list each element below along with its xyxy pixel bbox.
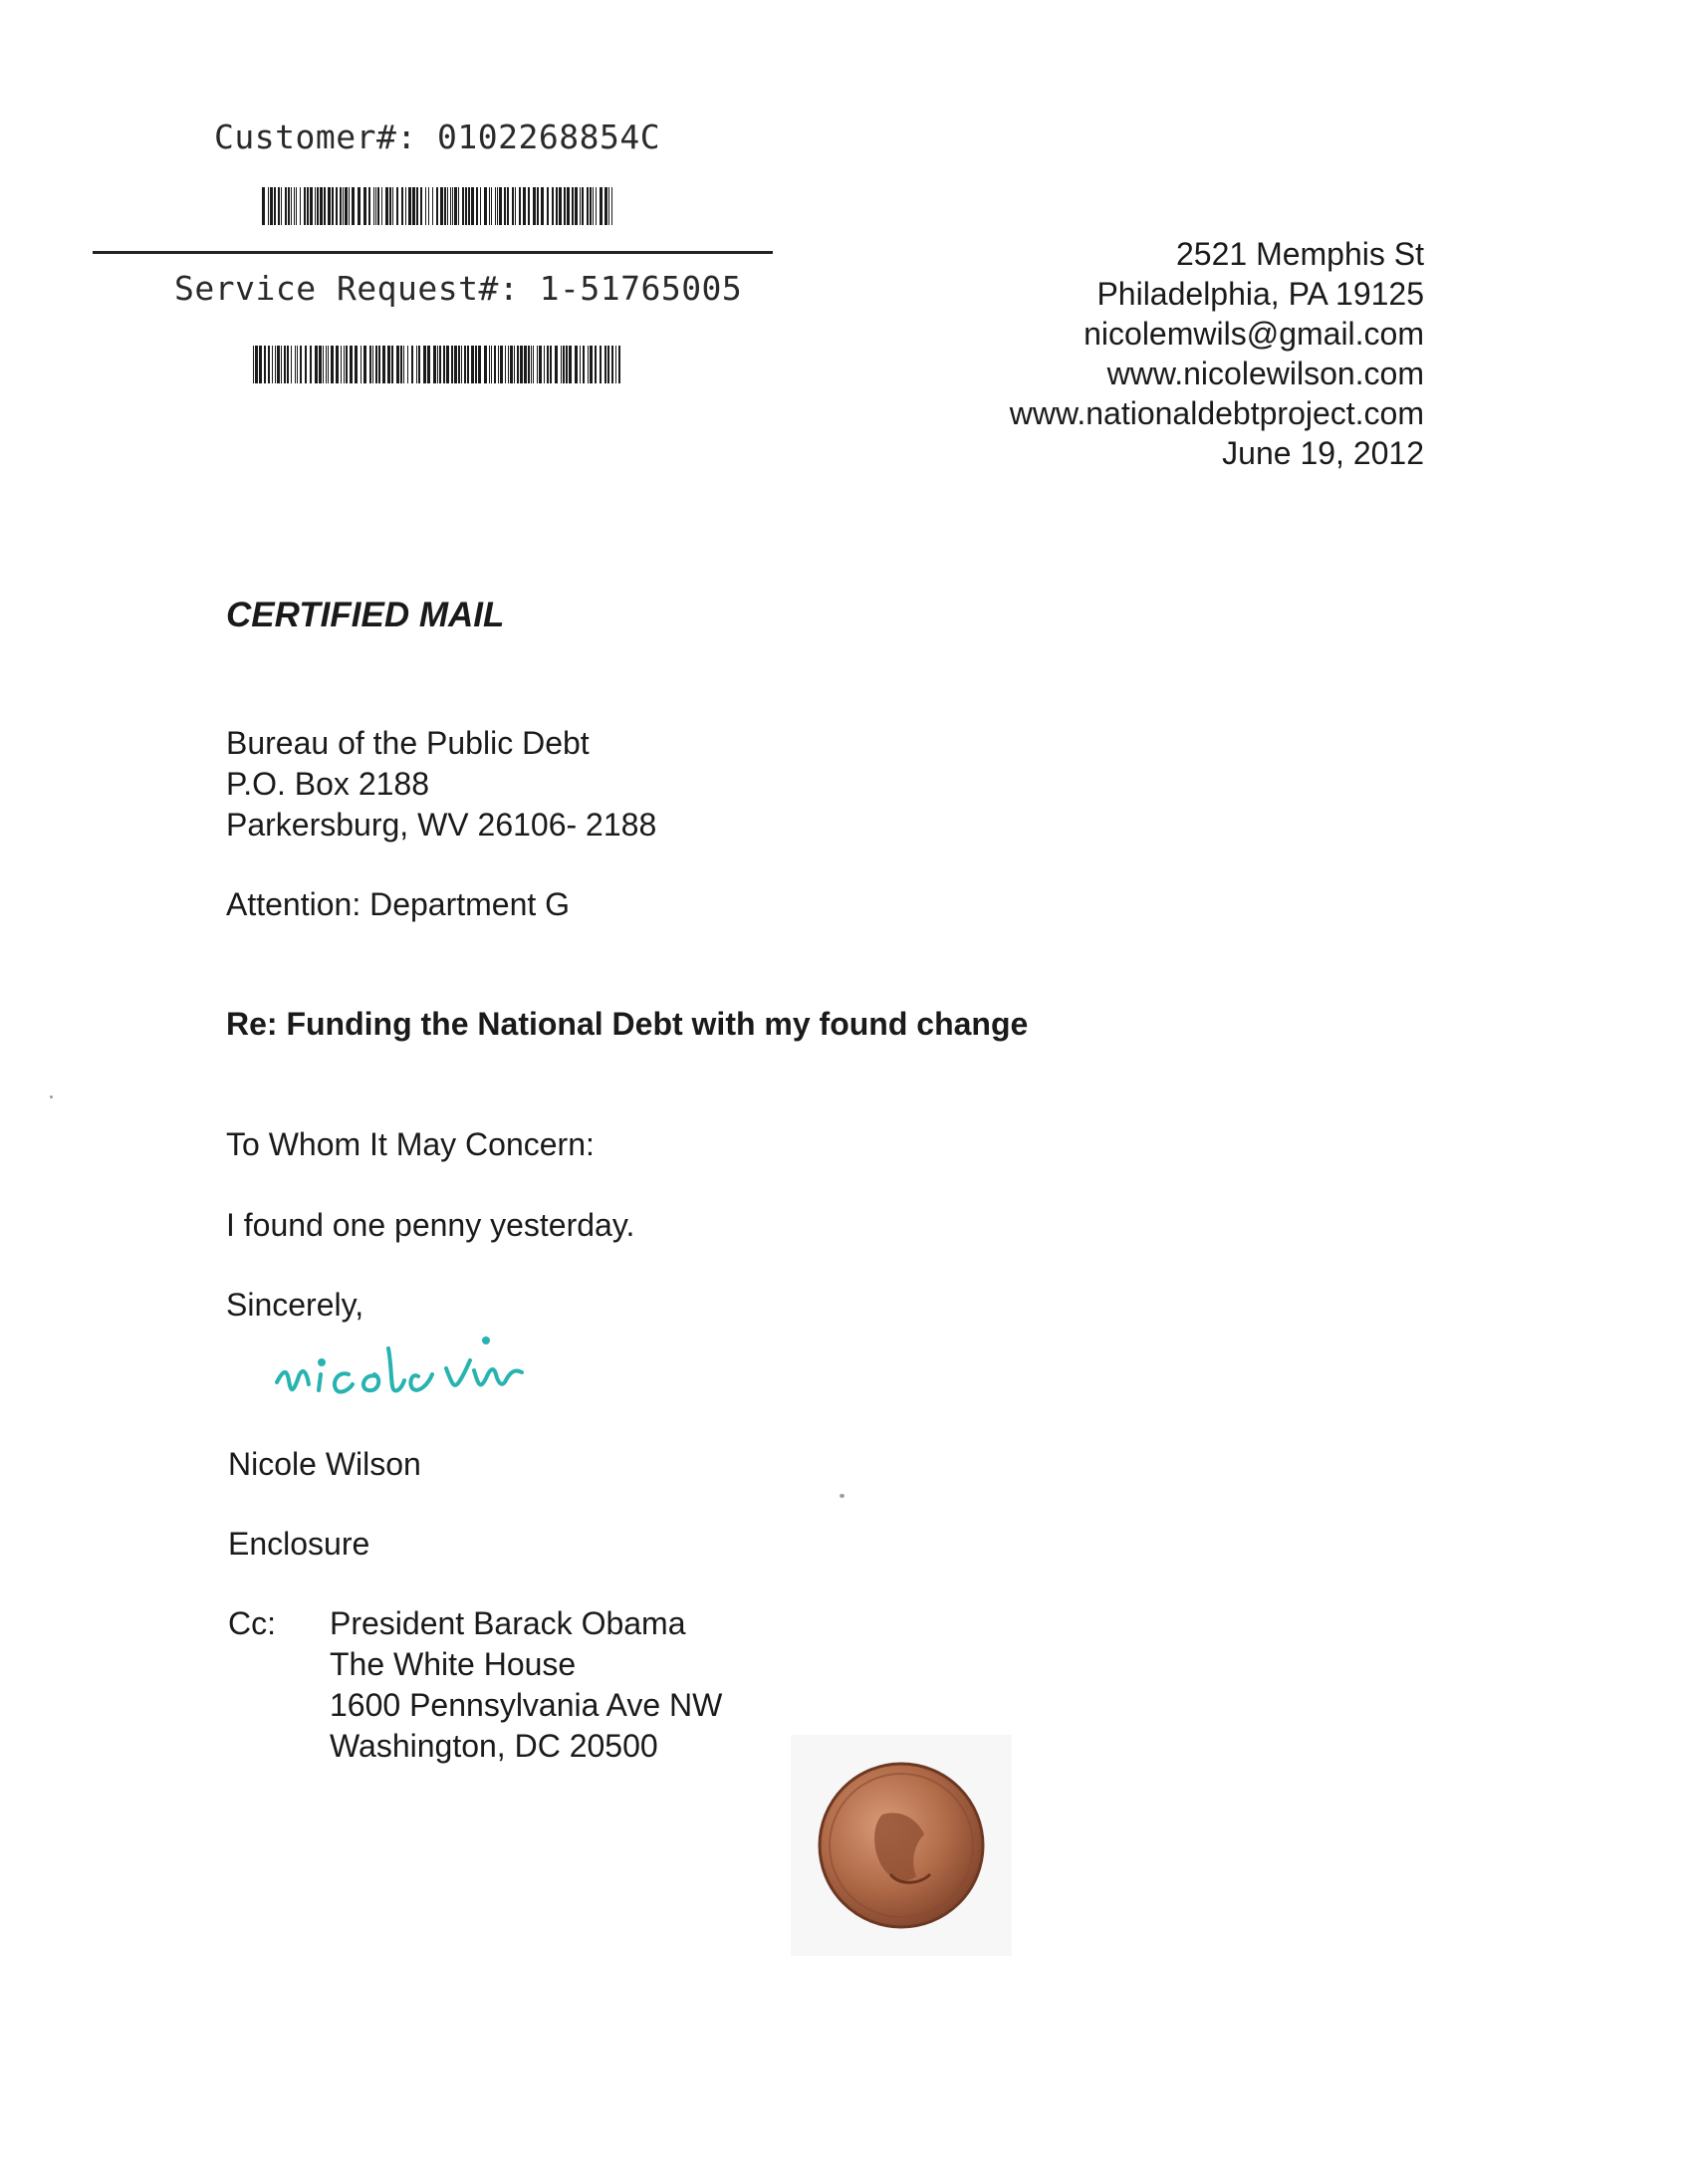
barcode-bar bbox=[443, 346, 445, 383]
barcode-bar bbox=[278, 187, 280, 225]
barcode-bar bbox=[495, 187, 496, 225]
barcode-bar bbox=[541, 187, 544, 225]
barcode-bar bbox=[346, 346, 348, 383]
barcode-bar bbox=[583, 346, 585, 383]
service-request-barcode bbox=[253, 346, 622, 383]
barcode-bar bbox=[489, 346, 490, 383]
barcode-bar bbox=[618, 346, 620, 383]
cc-street: 1600 Pennsylvania Ave NW bbox=[330, 1687, 723, 1723]
letter-date: June 19, 2012 bbox=[1222, 435, 1424, 471]
barcode-bar bbox=[363, 187, 366, 225]
barcode-bar bbox=[575, 187, 578, 225]
header-divider bbox=[93, 251, 773, 254]
barcode-bar bbox=[444, 187, 446, 225]
barcode-bar bbox=[489, 187, 490, 225]
barcode-bar bbox=[491, 346, 492, 383]
barcode-bar bbox=[281, 187, 282, 225]
sender-email: nicolemwils@gmail.com bbox=[1084, 316, 1424, 352]
barcode-bar bbox=[288, 187, 290, 225]
barcode-bar bbox=[524, 346, 527, 383]
barcode-bar bbox=[564, 187, 566, 225]
barcode-bar bbox=[382, 346, 385, 383]
barcode-bar bbox=[315, 187, 316, 225]
barcode-bar bbox=[561, 346, 562, 383]
barcode-bar bbox=[262, 187, 265, 225]
barcode-bar bbox=[320, 187, 323, 225]
barcode-bar bbox=[439, 346, 441, 383]
barcode-bar bbox=[433, 346, 436, 383]
barcode-bar bbox=[604, 187, 607, 225]
barcode-bar bbox=[264, 346, 266, 383]
barcode-bar bbox=[401, 187, 403, 225]
service-request-number: Service Request#: 1-51765005 bbox=[174, 269, 743, 308]
barcode-bar bbox=[572, 187, 574, 225]
barcode-bar bbox=[556, 187, 558, 225]
barcode-bar bbox=[349, 187, 350, 225]
barcode-bar bbox=[341, 346, 342, 383]
barcode-bar bbox=[468, 187, 470, 225]
barcode-bar bbox=[361, 346, 362, 383]
barcode-bar bbox=[315, 346, 318, 383]
barcode-bar bbox=[452, 187, 453, 225]
barcode-bar bbox=[300, 187, 301, 225]
attention-line: Attention: Department G bbox=[226, 886, 571, 922]
barcode-bar bbox=[324, 187, 326, 225]
barcode-bar bbox=[310, 187, 313, 225]
barcode-bar bbox=[593, 187, 594, 225]
barcode-bar bbox=[405, 187, 406, 225]
barcode-bar bbox=[528, 346, 530, 383]
barcode-bar bbox=[454, 346, 457, 383]
barcode-bar bbox=[607, 346, 609, 383]
barcode-bar bbox=[611, 346, 613, 383]
barcode-bar bbox=[451, 346, 453, 383]
barcode-bar bbox=[300, 346, 302, 383]
sender-project-website: www.nationaldebtproject.com bbox=[1009, 395, 1424, 431]
barcode-bar bbox=[615, 346, 616, 383]
barcode-bar bbox=[408, 187, 411, 225]
barcode-bar bbox=[436, 187, 438, 225]
barcode-bar bbox=[372, 346, 373, 383]
barcode-bar bbox=[423, 346, 426, 383]
barcode-bar bbox=[400, 346, 402, 383]
barcode-bar bbox=[427, 346, 430, 383]
barcode-bar bbox=[497, 187, 498, 225]
barcode-bar bbox=[281, 346, 282, 383]
scan-speck bbox=[50, 1095, 53, 1098]
barcode-bar bbox=[517, 346, 519, 383]
barcode-bar bbox=[389, 187, 391, 225]
barcode-bar bbox=[588, 346, 589, 383]
barcode-bar bbox=[611, 187, 612, 225]
barcode-bar bbox=[559, 187, 562, 225]
barcode-bar bbox=[437, 346, 438, 383]
barcode-bar bbox=[340, 187, 342, 225]
barcode-bar bbox=[475, 346, 477, 383]
barcode-bar bbox=[295, 346, 296, 383]
barcode-bar bbox=[465, 187, 467, 225]
barcode-bar bbox=[350, 346, 353, 383]
barcode-bar bbox=[412, 187, 415, 225]
barcode-bar bbox=[363, 346, 366, 383]
barcode-bar bbox=[275, 346, 276, 383]
barcode-bar bbox=[447, 187, 448, 225]
barcode-bar bbox=[317, 187, 319, 225]
barcode-bar bbox=[319, 346, 322, 383]
barcode-bar bbox=[471, 346, 474, 383]
barcode-bar bbox=[411, 346, 413, 383]
barcode-bar bbox=[446, 346, 449, 383]
barcode-bar bbox=[587, 187, 589, 225]
barcode-bar bbox=[575, 346, 578, 383]
barcode-bar bbox=[580, 187, 581, 225]
barcode-bar bbox=[381, 187, 382, 225]
barcode-bar bbox=[416, 187, 418, 225]
barcode-bar bbox=[432, 187, 433, 225]
barcode-bar bbox=[345, 187, 348, 225]
sender-street: 2521 Memphis St bbox=[1175, 236, 1424, 272]
barcode-bar bbox=[369, 346, 371, 383]
barcode-bar bbox=[478, 346, 481, 383]
barcode-bar bbox=[253, 346, 254, 383]
sender-website: www.nicolewilson.com bbox=[1106, 356, 1424, 391]
sender-address bbox=[1010, 234, 1424, 473]
barcode-bar bbox=[450, 187, 451, 225]
barcode-bar bbox=[507, 187, 509, 225]
barcode-bar bbox=[504, 187, 506, 225]
barcode-bar bbox=[425, 187, 426, 225]
barcode-bar bbox=[294, 187, 295, 225]
barcode-bar bbox=[531, 346, 532, 383]
barcode-bar bbox=[590, 187, 592, 225]
barcode-bar bbox=[458, 346, 460, 383]
barcode-bar bbox=[467, 346, 469, 383]
barcode-bar bbox=[552, 187, 554, 225]
barcode-bar bbox=[510, 346, 513, 383]
signer-name: Nicole Wilson bbox=[228, 1446, 421, 1482]
barcode-bar bbox=[498, 346, 499, 383]
barcode-bar bbox=[484, 187, 487, 225]
barcode-bar bbox=[304, 187, 306, 225]
barcode-bar bbox=[268, 346, 270, 383]
recipient-po-box: P.O. Box 2188 bbox=[226, 766, 429, 802]
barcode-bar bbox=[484, 346, 487, 383]
barcode-bar bbox=[520, 346, 523, 383]
barcode-bar bbox=[272, 346, 273, 383]
cc-label: Cc: bbox=[228, 1605, 276, 1641]
barcode-bar bbox=[336, 346, 339, 383]
barcode-bar bbox=[373, 187, 374, 225]
barcode-bar bbox=[310, 346, 312, 383]
barcode-bar bbox=[500, 346, 503, 383]
barcode-bar bbox=[418, 346, 420, 383]
recipient-address bbox=[226, 723, 656, 846]
penny-icon bbox=[791, 1735, 1012, 1956]
barcode-bar bbox=[462, 187, 464, 225]
barcode-bar bbox=[285, 187, 287, 225]
handwritten-signature bbox=[269, 1311, 607, 1420]
barcode-bar bbox=[476, 187, 478, 225]
enclosure-note: Enclosure bbox=[228, 1526, 370, 1562]
subject-line: Re: Funding the National Debt with my found change bbox=[226, 1006, 1029, 1042]
barcode-bar bbox=[480, 187, 481, 225]
barcode-bar bbox=[378, 346, 380, 383]
barcode-bar bbox=[494, 346, 496, 383]
barcode-bar bbox=[563, 346, 565, 383]
barcode-bar bbox=[274, 187, 276, 225]
barcode-bar bbox=[396, 187, 398, 225]
barcode-bar bbox=[604, 346, 606, 383]
barcode-bar bbox=[332, 187, 334, 225]
barcode-bar bbox=[385, 187, 388, 225]
barcode-bar bbox=[566, 346, 568, 383]
barcode-bar bbox=[512, 187, 514, 225]
barcode-bar bbox=[291, 346, 292, 383]
barcode-bar bbox=[336, 187, 338, 225]
barcode-bar bbox=[391, 346, 393, 383]
barcode-bar bbox=[328, 187, 331, 225]
barcode-bar bbox=[547, 187, 549, 225]
barcode-bar bbox=[537, 187, 539, 225]
barcode-bar bbox=[519, 187, 521, 225]
barcode-bar bbox=[403, 346, 404, 383]
barcode-bar bbox=[344, 346, 345, 383]
barcode-bar bbox=[533, 346, 534, 383]
barcode-bar bbox=[582, 187, 584, 225]
closing: Sincerely, bbox=[226, 1287, 364, 1323]
scan-speck bbox=[840, 1494, 844, 1498]
barcode-bar bbox=[458, 187, 459, 225]
barcode-bar bbox=[331, 346, 334, 383]
barcode-bar bbox=[600, 187, 603, 225]
recipient-city: Parkersburg, WV 26106- 2188 bbox=[226, 807, 657, 843]
barcode-bar bbox=[255, 346, 258, 383]
barcode-bar bbox=[284, 346, 286, 383]
barcode-bar bbox=[514, 346, 515, 383]
barcode-bar bbox=[608, 187, 609, 225]
barcode-bar bbox=[358, 187, 361, 225]
barcode-bar bbox=[528, 187, 530, 225]
barcode-bar bbox=[547, 346, 549, 383]
barcode-bar bbox=[580, 346, 581, 383]
barcode-bar bbox=[499, 187, 502, 225]
barcode-bar bbox=[590, 346, 593, 383]
barcode-bar bbox=[343, 187, 344, 225]
barcode-bar bbox=[440, 187, 443, 225]
barcode-bar bbox=[352, 187, 355, 225]
barcode-bar bbox=[515, 187, 516, 225]
barcode-bar bbox=[296, 187, 297, 225]
barcode-bar bbox=[368, 187, 370, 225]
recipient-org: Bureau of the Public Debt bbox=[226, 725, 590, 761]
barcode-bar bbox=[537, 346, 538, 383]
barcode-bar bbox=[268, 187, 269, 225]
cc-name: President Barack Obama bbox=[330, 1605, 686, 1641]
barcode-bar bbox=[270, 187, 273, 225]
barcode-bar bbox=[277, 346, 280, 383]
barcode-bar bbox=[567, 187, 570, 225]
barcode-bar bbox=[375, 187, 376, 225]
barcode-bar bbox=[407, 346, 408, 383]
barcode-bar bbox=[420, 187, 422, 225]
barcode-bar bbox=[491, 187, 492, 225]
barcode-bar bbox=[533, 187, 536, 225]
barcode-bar bbox=[307, 187, 309, 225]
barcode-bar bbox=[305, 346, 307, 383]
customer-barcode bbox=[262, 187, 614, 225]
barcode-bar bbox=[428, 187, 429, 225]
barcode-bar bbox=[328, 346, 329, 383]
barcode-bar bbox=[287, 346, 289, 383]
barcode-bar bbox=[259, 346, 262, 383]
barcode-bar bbox=[416, 346, 417, 383]
barcode-bar bbox=[550, 346, 552, 383]
barcode-bar bbox=[544, 346, 545, 383]
barcode-bar bbox=[375, 346, 377, 383]
barcode-bar bbox=[377, 187, 379, 225]
barcode-bar bbox=[595, 346, 597, 383]
barcode-bar bbox=[596, 187, 597, 225]
barcode-bar bbox=[326, 346, 327, 383]
barcode-bar bbox=[508, 346, 509, 383]
cc-recipient bbox=[330, 1603, 722, 1767]
barcode-bar bbox=[355, 346, 358, 383]
cc-building: The White House bbox=[330, 1646, 577, 1682]
sender-city: Philadelphia, PA 19125 bbox=[1096, 276, 1424, 312]
cc-city: Washington, DC 20500 bbox=[330, 1728, 658, 1764]
barcode-bar bbox=[464, 346, 466, 383]
barcode-bar bbox=[539, 346, 542, 383]
barcode-bar bbox=[555, 346, 558, 383]
certified-mail-heading: CERTIFIED MAIL bbox=[226, 596, 505, 634]
barcode-bar bbox=[505, 346, 506, 383]
customer-number: Customer#: 0102268854C bbox=[214, 118, 661, 156]
barcode-bar bbox=[471, 187, 474, 225]
barcode-bar bbox=[396, 346, 399, 383]
salutation: To Whom It May Concern: bbox=[226, 1126, 595, 1162]
letter-message: I found one penny yesterday. bbox=[226, 1207, 635, 1243]
barcode-bar bbox=[297, 346, 298, 383]
barcode-bar bbox=[387, 346, 390, 383]
barcode-bar bbox=[600, 346, 602, 383]
barcode-bar bbox=[323, 346, 324, 383]
barcode-bar bbox=[291, 187, 292, 225]
barcode-bar bbox=[392, 187, 393, 225]
barcode-bar bbox=[454, 187, 457, 225]
barcode-bar bbox=[461, 346, 462, 383]
barcode-bar bbox=[569, 346, 572, 383]
barcode-bar bbox=[523, 187, 526, 225]
